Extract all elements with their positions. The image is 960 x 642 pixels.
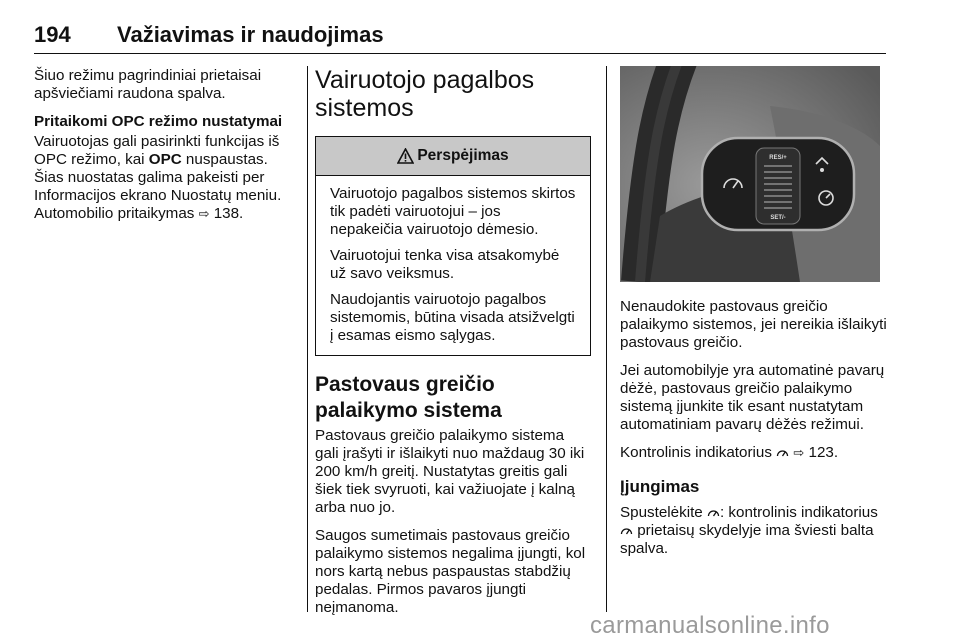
res-button-label: RES/+ bbox=[769, 155, 787, 161]
set-button-label: SET/- bbox=[770, 215, 786, 221]
warning-paragraph: Vairuotojo pagalbos sistemos skirtos tik padėti vairuotojui – jos nepakeičia vairuotojo dėmesio. bbox=[330, 185, 576, 238]
column-middle bbox=[315, 66, 591, 627]
cruise-paragraph: Pastovaus greičio palaikymo sistema gali įrašyti ir išlaikyti nuo maždaug 30 iki 200 km/h greitį. Nustatytas greitis gali šiek tiek svyruoti, kai važiuojate į kalną arba nuo jo. bbox=[315, 427, 585, 516]
column-right bbox=[620, 66, 888, 568]
warning-box bbox=[315, 136, 591, 356]
indicator-page-reference: 123. bbox=[804, 444, 839, 461]
indicator-text: Kontrolinis indikatorius bbox=[620, 444, 777, 461]
opc-text-a: Vairuotojas gali pasirinkti funkcijas iš OPC režimo, kai bbox=[34, 133, 280, 168]
indicator-paragraph bbox=[620, 444, 888, 463]
subsection-heading: Pastovaus greičio palaikymo sistema bbox=[315, 373, 502, 422]
header-divider bbox=[34, 53, 886, 54]
activation-text-c: prietaisų skydelyje ima šviesti balta spalva. bbox=[620, 522, 874, 557]
usage-paragraph: Nenaudokite pastovaus greičio palaikymo sistemos, jei nereikia išlaikyti pastovaus greičio. bbox=[620, 298, 887, 351]
opc-settings-paragraph bbox=[34, 133, 300, 224]
cruise-paragraph: Saugos sumetimais pastovaus greičio palaikymo sistemos negalima įjungti, kol nors kartą nebus paspaustas stabdžių pedalas. Pirmos pavaros įjungti neįmanoma. bbox=[315, 527, 586, 616]
intro-paragraph: Šiuo režimu pagrindiniai prietaisai apšviečiami raudona spalva. bbox=[34, 67, 262, 102]
automatic-gearbox-paragraph: Jei automobilyje yra automatinė pavarų dėžė, pastovaus greičio palaikymo sistemą įjunkite tik esant nustatytam automatiniam pavarų dėžės režimui. bbox=[620, 362, 885, 433]
warning-triangle-icon bbox=[397, 148, 414, 164]
page-title: Važiavimas ir naudojimas bbox=[117, 22, 384, 47]
cruise-control-icon bbox=[776, 447, 789, 458]
cruise-control-icon bbox=[707, 507, 720, 518]
warning-body bbox=[316, 176, 590, 355]
column-divider-right bbox=[606, 66, 607, 612]
opc-button-label: OPC bbox=[148, 151, 182, 168]
activation-heading: Įjungimas bbox=[620, 477, 700, 496]
page-reference-arrow-icon: ⇨ bbox=[793, 446, 805, 461]
page-reference-arrow-icon: ⇨ bbox=[198, 207, 210, 222]
activation-text-b: : kontrolinis indikatorius bbox=[719, 504, 878, 521]
warning-paragraph: Naudojantis vairuotojo pagalbos sistemomis, būtina visada atsižvelgti į esamas eismo sąlygas. bbox=[330, 291, 575, 344]
warning-title: Perspėjimas bbox=[417, 147, 509, 164]
opc-settings-heading: Pritaikomi OPC režimo nustatymai bbox=[34, 113, 283, 130]
column-divider-left bbox=[307, 66, 308, 612]
page-reference-number: 138. bbox=[209, 205, 244, 222]
section-heading: Vairuotojo pagalbos sistemos bbox=[315, 66, 535, 122]
warning-paragraph: Vairuotojui tenka visa atsakomybė už savo veiksmus. bbox=[330, 247, 560, 282]
steering-wheel-photo bbox=[620, 66, 880, 282]
warning-header bbox=[316, 137, 590, 176]
cruise-control-icon bbox=[620, 525, 633, 536]
activation-text-a: Spustelėkite bbox=[620, 504, 707, 521]
opc-text-b: nuspaustas. Šias nuostatas galima pakeisti per Informacijos ekrano Nuostatų meniu. Automobilio pritaikymas bbox=[34, 151, 282, 222]
page-number: 194 bbox=[34, 22, 71, 47]
activation-paragraph bbox=[620, 504, 888, 558]
column-left bbox=[34, 67, 300, 234]
steering-wheel-illustration bbox=[620, 66, 880, 282]
page-header bbox=[34, 22, 886, 52]
watermark: carmanualsonline.info bbox=[590, 612, 830, 639]
